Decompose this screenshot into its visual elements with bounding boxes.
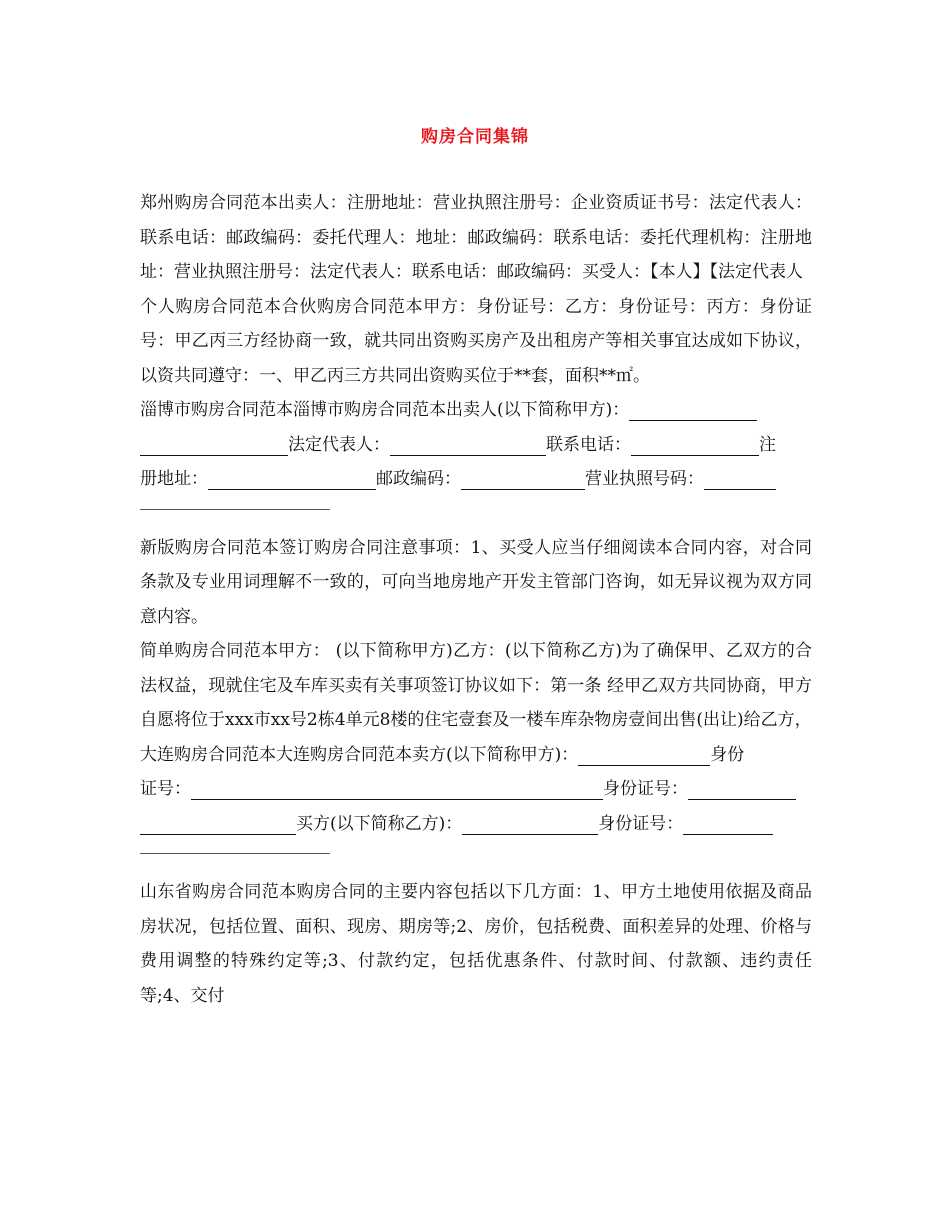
paragraph-shandong: 山东省购房合同范本购房合同的主要内容包括以下几方面：1、甲方土地使用依据及商品房状况，包括位置、面积、现房、期房等;2、房价，包括税费、面积差异的处理、价格与费用调整的特殊约定等;3、付款约定，包括优惠条件、付款时间、付款额、违约责任等;4、交付 <box>140 882 812 1006</box>
section-divider <box>140 509 330 510</box>
zibo-phone-label: 联系电话： <box>546 434 631 455</box>
paragraph-zibo <box>140 393 812 497</box>
fill-blank <box>704 469 776 490</box>
fill-blank <box>462 814 598 835</box>
dalian-id3-label: 身份证号： <box>598 813 684 834</box>
fill-blank <box>461 469 585 490</box>
zibo-reg-address-label: 册地址： <box>140 469 208 489</box>
dalian-id-label: 证号： <box>140 779 191 799</box>
fill-blank <box>208 469 376 490</box>
dalian-id-prefix: 身份 <box>710 744 745 765</box>
paragraph-simple: 简单购房合同范本甲方： (以下简称甲方)乙方：(以下简称乙方)为了确保甲、乙双方的合法权益，现就住宅及车库买卖有关事项签订协议如下：第一条 经甲乙双方共同协商，甲方自愿将位于xxx市xx号2栋4单元8楼的住宅壹套及一楼车库杂物房壹间出售(出让)给乙方， <box>140 641 812 730</box>
fill-blank <box>629 400 757 421</box>
fill-blank <box>578 745 710 766</box>
fill-blank <box>390 435 546 456</box>
fill-blank <box>631 435 759 456</box>
paragraph-zhengzhou: 郑州购房合同范本出卖人：注册地址：营业执照注册号：企业资质证书号：法定代表人：联系电话：邮政编码：委托代理人：地址：邮政编码：联系电话：委托代理机构：注册地址：营业执照注册号：法定代表人：联系电话：邮政编码：买受人：【本人】【法定代表人 <box>140 193 812 282</box>
section-divider <box>140 853 330 854</box>
dalian-lead-text: 大连购房合同范本大连购房合同范本卖方(以下简称甲方)： <box>140 744 579 765</box>
zibo-legal-rep-label: 法定代表人： <box>288 434 390 455</box>
document-title: 购房合同集锦 <box>421 127 529 147</box>
zibo-reg-prefix: 注 <box>759 434 776 455</box>
zibo-license-label: 营业执照号码： <box>585 469 704 489</box>
fill-blank <box>140 814 296 835</box>
fill-blank <box>191 779 603 800</box>
fill-blank <box>683 814 773 835</box>
dalian-id2-label: 身份证号： <box>603 779 688 799</box>
dalian-buyer-label: 买方(以下简称乙方)： <box>296 813 463 834</box>
fill-blank <box>140 435 288 456</box>
paragraph-partnership: 个人购房合同范本合伙购房合同范本甲方：身份证号：乙方：身份证号：丙方：身份证号：甲乙丙三方经协商一致，就共同出资购买房产及出租房产等相关事宜达成如下协议，以资共同遵守：一、甲乙丙三方共同出资购买位于**套，面积**㎡。 <box>140 296 812 386</box>
zibo-postcode-label: 邮政编码： <box>376 469 461 489</box>
fill-blank <box>688 779 796 800</box>
document-body <box>140 186 812 1013</box>
paragraph-dalian <box>140 738 812 842</box>
paragraph-new-edition: 新版购房合同范本签订购房合同注意事项：1、买受人应当仔细阅读本合同内容，对合同条款及专业用词理解不一致的，可向当地房地产开发主管部门咨询，如无异议视为双方同意内容。 <box>140 537 812 627</box>
zibo-lead-text: 淄博市购房合同范本淄博市购房合同范本出卖人(以下简称甲方)： <box>140 400 630 420</box>
